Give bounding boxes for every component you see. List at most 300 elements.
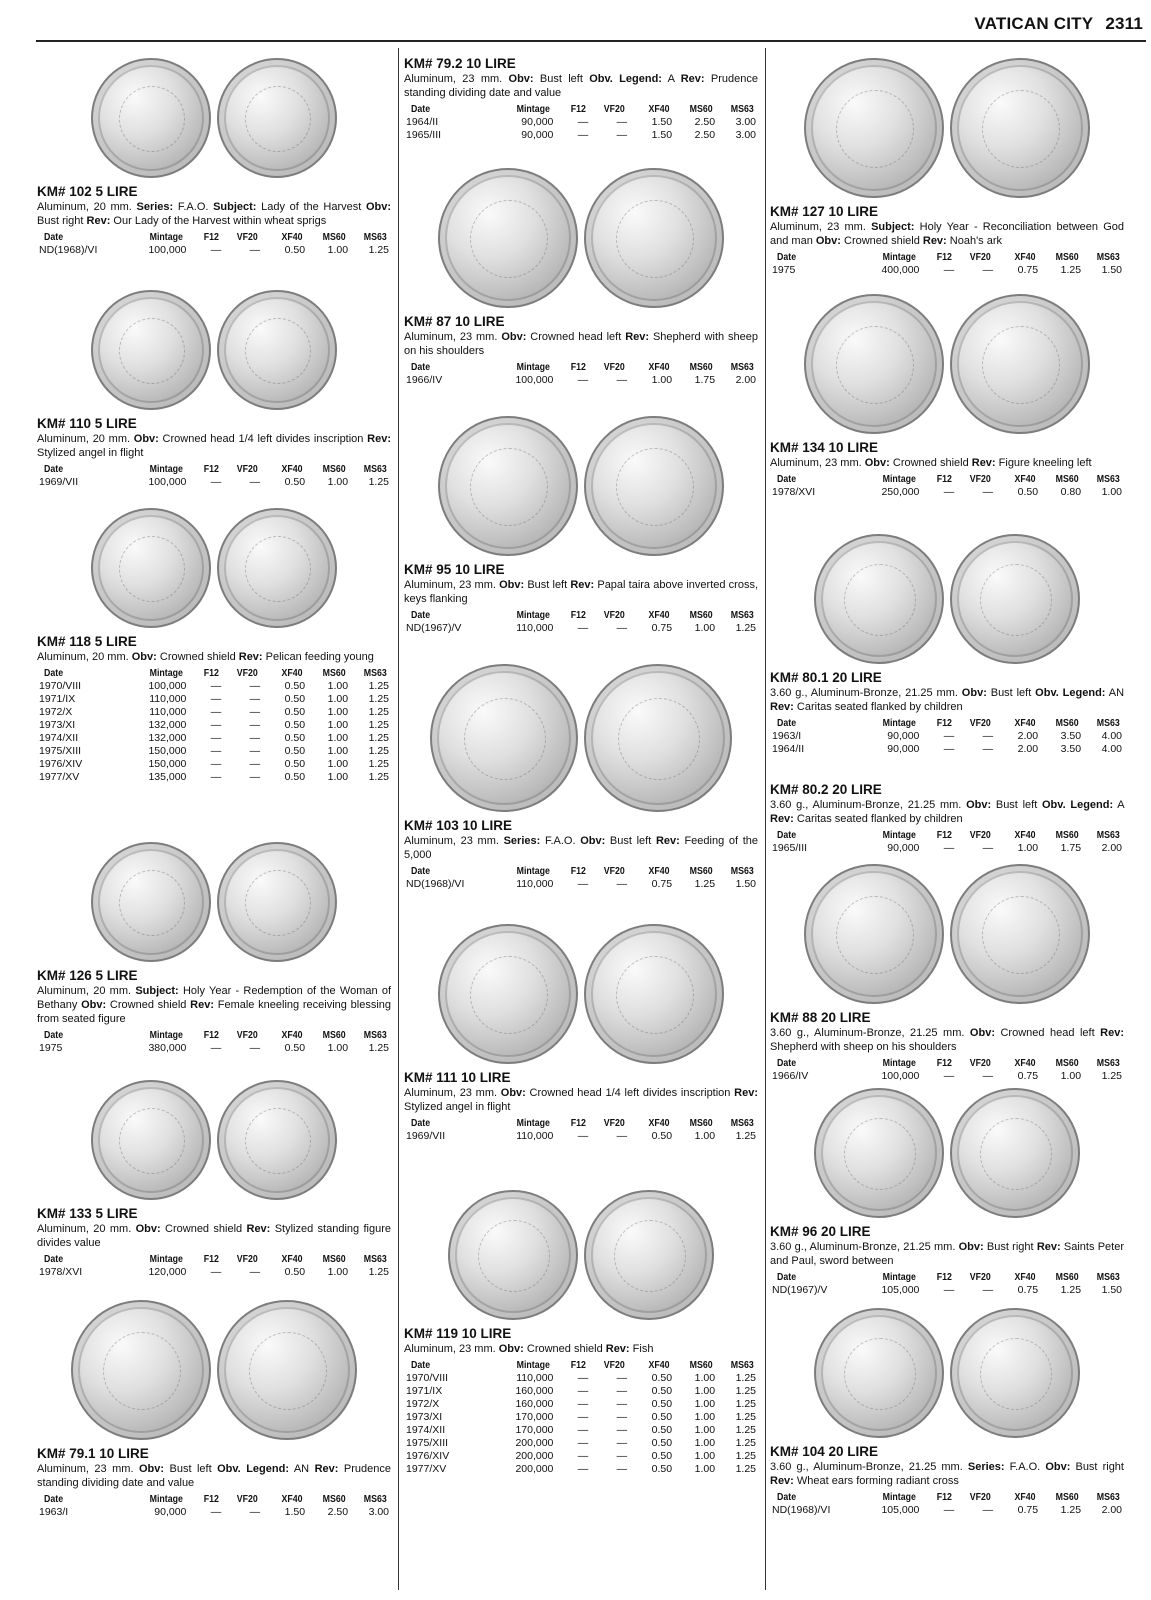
column-header: MS63 bbox=[363, 232, 387, 243]
table-row bbox=[37, 244, 391, 257]
table-cell: 1.25 bbox=[368, 693, 389, 705]
column-header: MS60 bbox=[1055, 1058, 1079, 1069]
table-cell: — bbox=[249, 476, 261, 488]
entry-description: Aluminum, 20 mm. Obv: Crowned shield Rev: Stylized standing figure divides value bbox=[37, 1223, 392, 1249]
column-header: F12 bbox=[571, 104, 587, 115]
page-number: 2311 bbox=[1105, 14, 1143, 33]
column-header: F12 bbox=[571, 1360, 587, 1371]
entry-title: KM# 110 5 LIRE bbox=[37, 416, 137, 431]
column-header: Date bbox=[44, 1254, 64, 1265]
catalog-entry bbox=[37, 1300, 391, 1519]
table-cell: — bbox=[616, 374, 628, 386]
column-header: F12 bbox=[937, 1492, 953, 1503]
table-cell: 400,000 bbox=[881, 264, 920, 276]
table-cell: 0.75 bbox=[1017, 1504, 1039, 1516]
column-header: Date bbox=[411, 610, 431, 621]
table-row bbox=[37, 1266, 391, 1279]
table-row bbox=[37, 476, 391, 489]
coin-obverse-image bbox=[91, 1080, 211, 1200]
page-header bbox=[974, 14, 1143, 34]
mintage-table bbox=[770, 251, 1124, 277]
entry-title: KM# 126 5 LIRE bbox=[37, 968, 138, 983]
catalog-entry bbox=[770, 294, 1124, 499]
table-cell: — bbox=[616, 622, 628, 634]
table-cell: — bbox=[616, 1372, 628, 1384]
column-header: XF40 bbox=[648, 362, 670, 373]
table-cell: 100,000 bbox=[148, 680, 187, 692]
column-header: MS63 bbox=[1096, 1058, 1120, 1069]
table-cell: — bbox=[616, 1463, 628, 1475]
column-header: VF20 bbox=[969, 830, 991, 841]
column-header: Date bbox=[411, 362, 431, 373]
table-cell: 1.00 bbox=[327, 706, 349, 718]
table-cell: 1.00 bbox=[327, 732, 349, 744]
column-header: Date bbox=[777, 718, 797, 729]
table-cell: 0.50 bbox=[284, 1266, 306, 1278]
column-header: MS63 bbox=[730, 1360, 754, 1371]
coin-reverse-image bbox=[584, 664, 732, 812]
column-header: XF40 bbox=[648, 866, 670, 877]
table-cell: 90,000 bbox=[887, 730, 920, 742]
entry-title: KM# 134 10 LIRE bbox=[770, 440, 879, 455]
table-cell: — bbox=[210, 745, 222, 757]
table-cell: 1.00 bbox=[694, 1437, 716, 1449]
table-cell: — bbox=[210, 1266, 222, 1278]
table-cell: 1978/XVI bbox=[772, 486, 816, 498]
table-cell: 3.00 bbox=[735, 129, 756, 141]
table-cell: 90,000 bbox=[521, 129, 554, 141]
table-cell: 1.25 bbox=[368, 719, 389, 731]
column-header: Mintage bbox=[882, 252, 916, 263]
entry-title: KM# 119 10 LIRE bbox=[404, 1326, 512, 1341]
table-cell: — bbox=[982, 1504, 994, 1516]
table-row bbox=[770, 730, 1124, 743]
table-row bbox=[404, 1398, 758, 1411]
table-row bbox=[770, 1070, 1124, 1083]
column-header: VF20 bbox=[969, 1272, 991, 1283]
table-cell: — bbox=[943, 730, 955, 742]
table-cell: — bbox=[616, 1130, 628, 1142]
coin-obverse-image bbox=[804, 864, 944, 1004]
column-header: VF20 bbox=[603, 1118, 625, 1129]
catalog-entry bbox=[404, 924, 758, 1143]
coin-obverse-image bbox=[814, 1088, 944, 1218]
table-cell: — bbox=[249, 680, 261, 692]
column-header: MS63 bbox=[730, 362, 754, 373]
coin-reverse-image bbox=[584, 1190, 714, 1320]
table-cell: 1.25 bbox=[1060, 1284, 1082, 1296]
coin-images bbox=[404, 1190, 758, 1320]
column-header: F12 bbox=[937, 718, 953, 729]
table-cell: 0.50 bbox=[651, 1437, 673, 1449]
entry-description: 3.60 g., Aluminum-Bronze, 21.25 mm. Obv: Bust right Rev: Saints Peter and Paul, sword between bbox=[770, 1241, 1125, 1267]
mintage-table bbox=[770, 1491, 1124, 1517]
table-cell: 1965/III bbox=[406, 129, 442, 141]
column-header: MS63 bbox=[730, 866, 754, 877]
table-cell: — bbox=[577, 1398, 589, 1410]
table-cell: — bbox=[249, 732, 261, 744]
entry-description: Aluminum, 20 mm. Series: F.A.O. Subject: Lady of the Harvest Obv: Bust right Rev: Our Lady of the Harvest within wheat sprigs bbox=[37, 201, 391, 227]
table-cell: 1.50 bbox=[1101, 264, 1122, 276]
column-header: XF40 bbox=[1014, 830, 1036, 841]
catalog-entry bbox=[37, 508, 391, 784]
table-cell: 110,000 bbox=[516, 1372, 554, 1384]
table-cell: — bbox=[577, 1130, 589, 1142]
column-header: XF40 bbox=[1014, 1058, 1036, 1069]
coin-obverse-image bbox=[804, 58, 944, 198]
coin-images bbox=[770, 534, 1124, 664]
table-cell: 1.25 bbox=[368, 706, 389, 718]
table-cell: 1975 bbox=[39, 1042, 63, 1054]
entry-description: Aluminum, 23 mm. Obv: Crowned head 1/4 left divides inscription Rev: Stylized angel in flight bbox=[404, 1087, 758, 1113]
table-cell: — bbox=[210, 680, 222, 692]
column-header: Mintage bbox=[516, 610, 550, 621]
coin-reverse-image bbox=[950, 534, 1080, 664]
column-header: XF40 bbox=[1014, 1272, 1036, 1283]
catalog-entry bbox=[770, 534, 1124, 756]
table-cell: ND(1968)/VI bbox=[39, 244, 98, 256]
column-header: Mintage bbox=[882, 830, 916, 841]
column-header: Mintage bbox=[516, 1360, 550, 1371]
catalog-entry bbox=[404, 664, 758, 891]
table-cell: — bbox=[210, 693, 222, 705]
table-cell: 2.50 bbox=[694, 129, 716, 141]
table-cell: — bbox=[210, 1042, 222, 1054]
table-cell: 110,000 bbox=[149, 693, 187, 705]
table-cell: 105,000 bbox=[881, 1504, 920, 1516]
table-cell: — bbox=[616, 1385, 628, 1397]
catalog-entry bbox=[37, 58, 391, 257]
table-row bbox=[404, 1411, 758, 1424]
table-cell: 3.50 bbox=[1060, 743, 1082, 755]
entry-description: 3.60 g., Aluminum-Bronze, 21.25 mm. Obv: Crowned head left Rev: Shepherd with sheep on his shoulders bbox=[770, 1027, 1124, 1053]
coin-reverse-image bbox=[217, 842, 337, 962]
table-cell: — bbox=[249, 244, 261, 256]
table-row bbox=[404, 374, 758, 387]
table-cell: 1974/XII bbox=[39, 732, 79, 744]
entry-title: KM# 118 5 LIRE bbox=[37, 634, 137, 649]
table-cell: — bbox=[249, 1506, 261, 1518]
entry-title: KM# 111 10 LIRE bbox=[404, 1070, 511, 1085]
table-cell: 1963/I bbox=[39, 1506, 69, 1518]
table-cell: 90,000 bbox=[154, 1506, 187, 1518]
table-cell: 150,000 bbox=[148, 745, 187, 757]
table-cell: 1975/XIII bbox=[39, 745, 82, 757]
column-header: VF20 bbox=[969, 474, 991, 485]
table-cell: — bbox=[249, 771, 261, 783]
coin-images bbox=[770, 294, 1124, 434]
column-header: MS60 bbox=[689, 362, 713, 373]
column-header: VF20 bbox=[236, 1030, 258, 1041]
table-cell: — bbox=[943, 743, 955, 755]
table-row bbox=[37, 758, 391, 771]
table-cell: — bbox=[616, 878, 628, 890]
table-cell: 1970/VIII bbox=[39, 680, 82, 692]
table-cell: — bbox=[616, 1411, 628, 1423]
catalog-entry bbox=[770, 1308, 1124, 1517]
mintage-table bbox=[770, 1057, 1124, 1083]
catalog-entry bbox=[37, 842, 391, 1055]
column-divider bbox=[765, 48, 766, 1590]
table-row bbox=[770, 1284, 1124, 1297]
table-cell: — bbox=[577, 1411, 589, 1423]
column-header: VF20 bbox=[603, 362, 625, 373]
table-cell: 1.00 bbox=[694, 1372, 716, 1384]
coin-obverse-image bbox=[438, 924, 578, 1064]
table-cell: 1.00 bbox=[327, 1266, 349, 1278]
table-cell: 1.00 bbox=[327, 693, 349, 705]
table-cell: 0.50 bbox=[284, 693, 306, 705]
table-cell: 1.25 bbox=[735, 1450, 756, 1462]
table-cell: 2.50 bbox=[694, 116, 716, 128]
column-header: Date bbox=[777, 252, 797, 263]
column-header: Mintage bbox=[149, 1030, 183, 1041]
table-row bbox=[770, 842, 1124, 855]
column-header: Date bbox=[411, 104, 431, 115]
table-cell: — bbox=[577, 1463, 589, 1475]
table-row bbox=[404, 116, 758, 129]
coin-obverse-image bbox=[814, 1308, 944, 1438]
entry-description: 3.60 g., Aluminum-Bronze, 21.25 mm. Series: F.A.O. Obv: Bust right Rev: Wheat ears forming radiant cross bbox=[770, 1461, 1124, 1487]
column-header: F12 bbox=[571, 1118, 587, 1129]
table-cell: 0.50 bbox=[651, 1463, 673, 1475]
table-cell: 1.25 bbox=[694, 878, 716, 890]
coin-obverse-image bbox=[71, 1300, 211, 1440]
table-cell: 3.00 bbox=[368, 1506, 389, 1518]
table-cell: 100,000 bbox=[148, 244, 187, 256]
entry-title: KM# 96 20 LIRE bbox=[770, 1224, 871, 1239]
table-cell: 1.00 bbox=[327, 771, 349, 783]
column-header: MS60 bbox=[322, 1254, 346, 1265]
entry-title: KM# 95 10 LIRE bbox=[404, 562, 505, 577]
table-cell: — bbox=[210, 732, 222, 744]
mintage-table bbox=[770, 1271, 1124, 1297]
column-header: Date bbox=[777, 1272, 797, 1283]
coin-obverse-image bbox=[430, 664, 578, 812]
column-header: XF40 bbox=[1014, 252, 1036, 263]
entry-title: KM# 88 20 LIRE bbox=[770, 1010, 871, 1025]
coin-images bbox=[404, 416, 758, 556]
column-header: MS63 bbox=[1096, 474, 1120, 485]
entry-title: KM# 79.1 10 LIRE bbox=[37, 1446, 149, 1461]
table-cell: — bbox=[210, 706, 222, 718]
table-cell: 200,000 bbox=[515, 1437, 554, 1449]
mintage-table bbox=[37, 1253, 391, 1279]
coin-obverse-image bbox=[91, 58, 211, 178]
column-header: MS63 bbox=[1096, 252, 1120, 263]
table-cell: 135,000 bbox=[148, 771, 187, 783]
table-cell: 1977/XV bbox=[406, 1463, 447, 1475]
coin-obverse-image bbox=[814, 534, 944, 664]
table-row bbox=[404, 1463, 758, 1476]
table-cell: 0.80 bbox=[1060, 486, 1082, 498]
table-cell: 1.00 bbox=[1017, 842, 1039, 854]
table-cell: 1974/XII bbox=[406, 1424, 446, 1436]
mintage-table bbox=[404, 1117, 758, 1143]
table-cell: — bbox=[577, 1372, 589, 1384]
column-header: XF40 bbox=[281, 232, 303, 243]
column-header: Mintage bbox=[882, 1492, 916, 1503]
table-row bbox=[770, 264, 1124, 277]
entry-description: Aluminum, 20 mm. Obv: Crowned shield Rev: Pelican feeding young bbox=[37, 651, 374, 663]
table-row bbox=[37, 706, 391, 719]
column-header: Mintage bbox=[516, 362, 550, 373]
table-cell: 1966/IV bbox=[406, 374, 443, 386]
column-header: Date bbox=[44, 464, 64, 475]
table-cell: 1.25 bbox=[735, 1437, 756, 1449]
catalog-entry bbox=[404, 56, 758, 142]
column-header: MS63 bbox=[1096, 1272, 1120, 1283]
entry-description: Aluminum, 23 mm. Obv: Bust left Obv. Legend: A Rev: Prudence standing dividing date and value bbox=[404, 73, 758, 99]
table-cell: 1975/XIII bbox=[406, 1437, 449, 1449]
table-cell: — bbox=[210, 1506, 222, 1518]
table-cell: 1.25 bbox=[735, 1385, 756, 1397]
table-cell: 0.50 bbox=[1017, 486, 1039, 498]
table-cell: 0.50 bbox=[284, 719, 306, 731]
table-row bbox=[37, 745, 391, 758]
table-cell: — bbox=[943, 1284, 955, 1296]
table-cell: 1.25 bbox=[368, 771, 389, 783]
table-cell: 1.50 bbox=[735, 878, 756, 890]
table-row bbox=[37, 693, 391, 706]
column-header: Mintage bbox=[882, 474, 916, 485]
table-cell: 0.75 bbox=[651, 622, 673, 634]
table-cell: — bbox=[577, 1437, 589, 1449]
column-header: F12 bbox=[204, 1494, 220, 1505]
column-header: MS63 bbox=[1096, 1492, 1120, 1503]
header-rule bbox=[36, 40, 1146, 42]
column-header: F12 bbox=[204, 232, 220, 243]
table-cell: ND(1968)/VI bbox=[406, 878, 465, 890]
table-cell: 1.25 bbox=[368, 758, 389, 770]
table-cell: — bbox=[982, 1070, 994, 1082]
table-cell: — bbox=[577, 1450, 589, 1462]
table-cell: 1.25 bbox=[735, 1411, 756, 1423]
table-cell: 200,000 bbox=[515, 1450, 554, 1462]
table-row bbox=[37, 1506, 391, 1519]
table-cell: — bbox=[210, 244, 222, 256]
table-cell: 1964/II bbox=[772, 743, 805, 755]
column-header: F12 bbox=[204, 668, 220, 679]
table-row bbox=[404, 1372, 758, 1385]
entry-title: KM# 133 5 LIRE bbox=[37, 1206, 138, 1221]
table-cell: 1.25 bbox=[735, 1398, 756, 1410]
table-cell: 1.00 bbox=[327, 476, 349, 488]
table-row bbox=[770, 1504, 1124, 1517]
column-header: VF20 bbox=[236, 232, 258, 243]
column-header: Mintage bbox=[149, 464, 183, 475]
column-divider bbox=[398, 48, 399, 1590]
table-cell: 150,000 bbox=[148, 758, 187, 770]
column-header: MS60 bbox=[689, 866, 713, 877]
column-header: Date bbox=[44, 232, 64, 243]
entry-title: KM# 103 10 LIRE bbox=[404, 818, 513, 833]
entry-title: KM# 79.2 10 LIRE bbox=[404, 56, 516, 71]
mintage-table bbox=[37, 463, 391, 489]
table-cell: 0.50 bbox=[651, 1424, 673, 1436]
table-cell: 1977/XV bbox=[39, 771, 80, 783]
column-header: Date bbox=[44, 668, 64, 679]
coin-reverse-image bbox=[217, 58, 337, 178]
column-header: Date bbox=[411, 1360, 431, 1371]
table-cell: 1.25 bbox=[1101, 1070, 1122, 1082]
column-header: VF20 bbox=[603, 866, 625, 877]
coin-reverse-image bbox=[217, 508, 337, 628]
coin-reverse-image bbox=[950, 294, 1090, 434]
entry-description: Aluminum, 23 mm. Series: F.A.O. Obv: Bust left Rev: Feeding of the 5,000 bbox=[404, 835, 758, 861]
table-cell: 0.50 bbox=[284, 758, 306, 770]
column-header: VF20 bbox=[969, 718, 991, 729]
coin-images bbox=[770, 1308, 1124, 1438]
table-row bbox=[404, 878, 758, 891]
mintage-table bbox=[770, 717, 1124, 756]
catalog-entry bbox=[770, 1088, 1124, 1297]
mintage-table bbox=[770, 829, 1124, 855]
table-cell: — bbox=[249, 693, 261, 705]
table-row bbox=[770, 743, 1124, 756]
table-cell: 1.25 bbox=[735, 1463, 756, 1475]
column-header: Mintage bbox=[516, 104, 550, 115]
column-header: XF40 bbox=[281, 464, 303, 475]
table-cell: 1978/XVI bbox=[39, 1266, 83, 1278]
coin-images bbox=[404, 664, 758, 812]
coin-reverse-image bbox=[217, 290, 337, 410]
table-cell: — bbox=[943, 1504, 955, 1516]
coin-reverse-image bbox=[217, 1300, 357, 1440]
table-cell: 1971/IX bbox=[406, 1385, 443, 1397]
table-cell: 1.25 bbox=[1060, 264, 1082, 276]
column-header: XF40 bbox=[281, 1030, 303, 1041]
table-cell: 132,000 bbox=[148, 719, 187, 731]
column-header: F12 bbox=[204, 1030, 220, 1041]
table-cell: 1.00 bbox=[694, 1411, 716, 1423]
table-cell: 2.00 bbox=[1017, 730, 1039, 742]
column-header: MS63 bbox=[1096, 830, 1120, 841]
entry-title: KM# 80.2 20 LIRE bbox=[770, 782, 882, 797]
column-header: F12 bbox=[204, 464, 220, 475]
table-cell: 1970/VIII bbox=[406, 1372, 449, 1384]
table-cell: 1.00 bbox=[327, 244, 349, 256]
table-cell: 1.75 bbox=[1060, 842, 1082, 854]
column-header: MS60 bbox=[1055, 1272, 1079, 1283]
column-header: VF20 bbox=[236, 668, 258, 679]
table-cell: 100,000 bbox=[148, 476, 187, 488]
table-cell: 3.50 bbox=[1060, 730, 1082, 742]
column-header: VF20 bbox=[969, 252, 991, 263]
coin-images bbox=[770, 864, 1124, 1004]
table-cell: 2.00 bbox=[1101, 1504, 1122, 1516]
table-cell: 1.25 bbox=[1060, 1504, 1082, 1516]
table-cell: — bbox=[249, 706, 261, 718]
table-cell: 1975 bbox=[772, 264, 796, 276]
table-cell: 2.00 bbox=[1101, 842, 1122, 854]
coin-images bbox=[37, 1080, 391, 1200]
table-cell: 250,000 bbox=[881, 486, 920, 498]
column-header: Date bbox=[777, 1492, 797, 1503]
table-cell: — bbox=[943, 486, 955, 498]
coin-images bbox=[37, 842, 391, 962]
table-cell: — bbox=[616, 116, 628, 128]
entry-description: Aluminum, 23 mm. Subject: Holy Year - Reconciliation between God and man Obv: Crowned shield Rev: Noah's ark bbox=[770, 221, 1124, 247]
table-cell: 1.00 bbox=[694, 622, 716, 634]
column-header: VF20 bbox=[236, 1494, 258, 1505]
table-cell: — bbox=[982, 1284, 994, 1296]
table-cell: — bbox=[616, 129, 628, 141]
table-cell: — bbox=[943, 264, 955, 276]
coin-reverse-image bbox=[950, 1088, 1080, 1218]
table-cell: 1.25 bbox=[368, 680, 389, 692]
entry-title: KM# 104 20 LIRE bbox=[770, 1444, 879, 1459]
